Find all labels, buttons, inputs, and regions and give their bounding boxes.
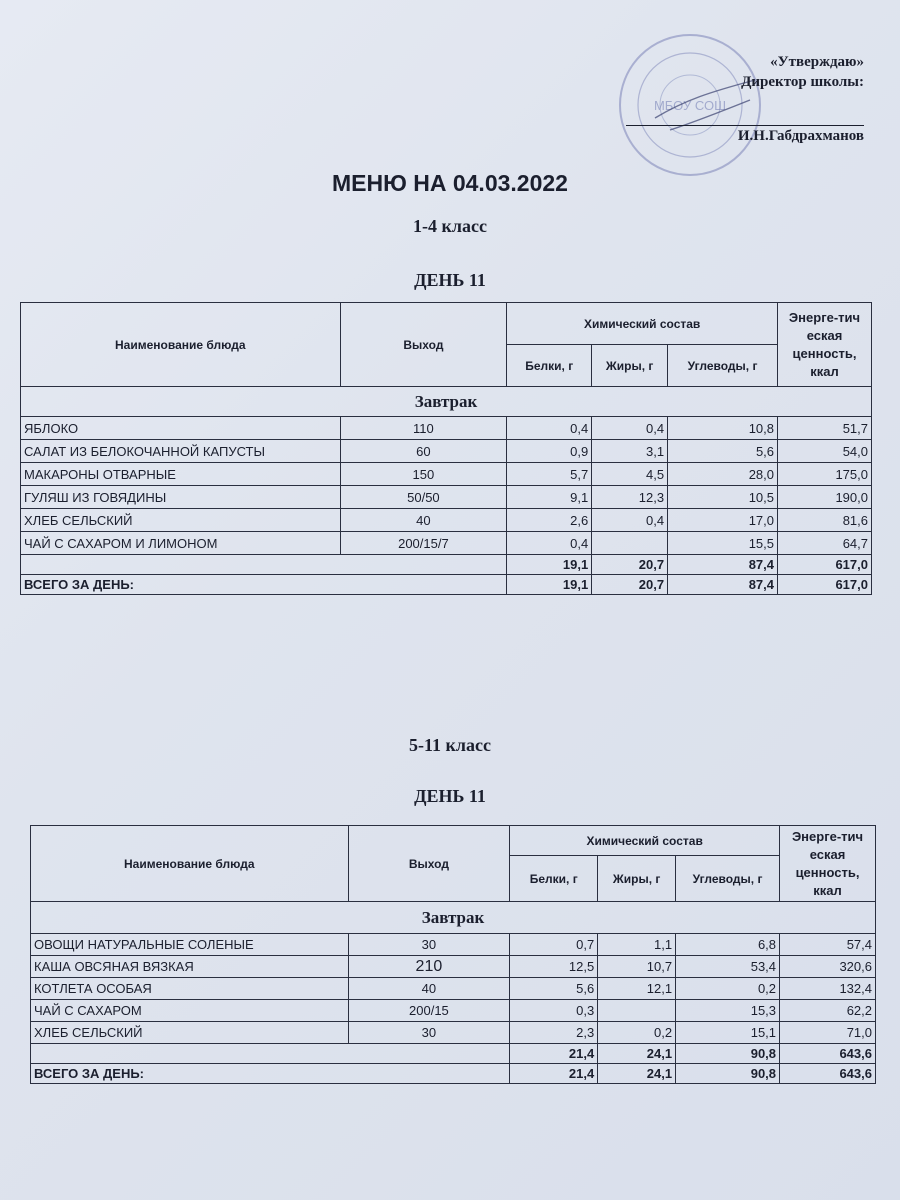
dish-fat: 1,1 xyxy=(598,934,676,956)
dish-fat: 10,7 xyxy=(598,956,676,978)
total-protein: 19,1 xyxy=(507,575,592,595)
dish-output: 110 xyxy=(340,417,507,440)
day-label-2: ДЕНЬ 11 xyxy=(414,786,486,806)
menu-table-2 xyxy=(30,825,876,1084)
dish-energy: 320,6 xyxy=(780,956,876,978)
dish-protein: 0,4 xyxy=(507,417,592,440)
header-energy: Энерге-тич еская ценность, ккал xyxy=(778,303,872,387)
dish-name: МАКАРОНЫ ОТВАРНЫЕ xyxy=(21,463,341,486)
dish-protein: 0,7 xyxy=(510,934,598,956)
total-label: ВСЕГО ЗА ДЕНЬ: xyxy=(21,575,507,595)
total-label: ВСЕГО ЗА ДЕНЬ: xyxy=(31,1064,510,1084)
dish-protein: 9,1 xyxy=(507,486,592,509)
header-fat: Жиры, г xyxy=(592,345,668,387)
table-row xyxy=(31,1000,876,1022)
total-protein: 21,4 xyxy=(510,1064,598,1084)
subtotal-row xyxy=(31,1044,876,1064)
dish-fat: 3,1 xyxy=(592,440,668,463)
dish-name: КОТЛЕТА ОСОБАЯ xyxy=(31,978,349,1000)
table-row xyxy=(31,956,876,978)
dish-name: ГУЛЯШ ИЗ ГОВЯДИНЫ xyxy=(21,486,341,509)
header-chemical: Химический состав xyxy=(510,826,780,856)
subtotal-fat: 24,1 xyxy=(598,1044,676,1064)
dish-fat: 4,5 xyxy=(592,463,668,486)
table-row xyxy=(21,532,872,555)
dish-output: 30 xyxy=(348,1022,510,1044)
dish-energy: 54,0 xyxy=(778,440,872,463)
subtotal-carbs: 90,8 xyxy=(676,1044,780,1064)
total-fat: 24,1 xyxy=(598,1064,676,1084)
header-protein: Белки, г xyxy=(510,856,598,902)
header-protein: Белки, г xyxy=(507,345,592,387)
dish-energy: 71,0 xyxy=(780,1022,876,1044)
approve-label: «Утверждаю» xyxy=(770,54,864,70)
header-energy: Энерге-тич еская ценность, ккал xyxy=(780,826,876,902)
header-name: Наименование блюда xyxy=(21,303,341,387)
dish-energy: 175,0 xyxy=(778,463,872,486)
dish-name: ЧАЙ С САХАРОМ xyxy=(31,1000,349,1022)
dish-energy: 51,7 xyxy=(778,417,872,440)
header-carbs: Углеводы, г xyxy=(676,856,780,902)
header-carbs: Углеводы, г xyxy=(668,345,778,387)
day-label-1: ДЕНЬ 11 xyxy=(414,270,486,290)
dish-carbs: 15,5 xyxy=(668,532,778,555)
dish-fat: 12,1 xyxy=(598,978,676,1000)
subtotal-fat: 20,7 xyxy=(592,555,668,575)
header-chemical: Химический состав xyxy=(507,303,778,345)
dish-name: КАША ОВСЯНАЯ ВЯЗКАЯ xyxy=(31,956,349,978)
dish-fat: 12,3 xyxy=(592,486,668,509)
signature-line xyxy=(626,125,864,126)
dish-carbs: 6,8 xyxy=(676,934,780,956)
dish-protein: 0,9 xyxy=(507,440,592,463)
table-row xyxy=(21,463,872,486)
dish-fat: 0,2 xyxy=(598,1022,676,1044)
dish-fat xyxy=(592,532,668,555)
table-row xyxy=(21,417,872,440)
total-carbs: 90,8 xyxy=(676,1064,780,1084)
dish-protein: 2,6 xyxy=(507,509,592,532)
total-row xyxy=(21,575,872,595)
dish-carbs: 5,6 xyxy=(668,440,778,463)
dish-name: ОВОЩИ НАТУРАЛЬНЫЕ СОЛЕНЫЕ xyxy=(31,934,349,956)
dish-protein: 0,4 xyxy=(507,532,592,555)
class-label-1: 1-4 класс xyxy=(413,216,487,236)
dish-fat: 0,4 xyxy=(592,417,668,440)
dish-output: 210 xyxy=(348,956,510,978)
subtotal-carbs: 87,4 xyxy=(668,555,778,575)
header-output: Выход xyxy=(348,826,510,902)
dish-output: 40 xyxy=(348,978,510,1000)
header-fat: Жиры, г xyxy=(598,856,676,902)
table-row xyxy=(21,486,872,509)
dish-output: 60 xyxy=(340,440,507,463)
section-breakfast: Завтрак xyxy=(21,387,872,417)
section-breakfast: Завтрак xyxy=(31,902,876,934)
stamp-text: МБОУ СОШ xyxy=(653,98,727,113)
dish-name: ЯБЛОКО xyxy=(21,417,341,440)
dish-name: ХЛЕБ СЕЛЬСКИЙ xyxy=(21,509,341,532)
subtotal-protein: 19,1 xyxy=(507,555,592,575)
dish-output: 200/15 xyxy=(348,1000,510,1022)
subtotal-protein: 21,4 xyxy=(510,1044,598,1064)
subtotal-energy: 617,0 xyxy=(778,555,872,575)
dish-energy: 190,0 xyxy=(778,486,872,509)
dish-carbs: 53,4 xyxy=(676,956,780,978)
class-label-2: 5-11 класс xyxy=(409,735,491,755)
dish-protein: 5,6 xyxy=(510,978,598,1000)
signer-name: И.Н.Габдрахманов xyxy=(737,128,864,144)
dish-energy: 81,6 xyxy=(778,509,872,532)
dish-fat xyxy=(598,1000,676,1022)
dish-carbs: 10,5 xyxy=(668,486,778,509)
dish-carbs: 17,0 xyxy=(668,509,778,532)
dish-protein: 5,7 xyxy=(507,463,592,486)
director-label: Директор школы: xyxy=(741,74,864,90)
total-row xyxy=(31,1064,876,1084)
total-carbs: 87,4 xyxy=(668,575,778,595)
table-row xyxy=(21,440,872,463)
total-fat: 20,7 xyxy=(592,575,668,595)
subtotal-energy: 643,6 xyxy=(780,1044,876,1064)
dish-energy: 62,2 xyxy=(780,1000,876,1022)
dish-fat: 0,4 xyxy=(592,509,668,532)
subtotal-row xyxy=(21,555,872,575)
total-energy: 617,0 xyxy=(778,575,872,595)
table-row xyxy=(31,934,876,956)
menu-title: МЕНЮ НА 04.03.2022 xyxy=(332,170,568,196)
dish-carbs: 28,0 xyxy=(668,463,778,486)
approval-block xyxy=(738,52,864,146)
table-row xyxy=(31,1022,876,1044)
dish-output: 40 xyxy=(340,509,507,532)
dish-output: 200/15/7 xyxy=(340,532,507,555)
dish-name: ЧАЙ С САХАРОМ И ЛИМОНОМ xyxy=(21,532,341,555)
dish-energy: 132,4 xyxy=(780,978,876,1000)
total-energy: 643,6 xyxy=(780,1064,876,1084)
dish-output: 150 xyxy=(340,463,507,486)
dish-carbs: 0,2 xyxy=(676,978,780,1000)
menu-table-1 xyxy=(20,302,872,595)
dish-energy: 64,7 xyxy=(778,532,872,555)
table-row xyxy=(21,509,872,532)
dish-name: САЛАТ ИЗ БЕЛОКОЧАННОЙ КАПУСТЫ xyxy=(21,440,341,463)
dish-output: 30 xyxy=(348,934,510,956)
dish-protein: 0,3 xyxy=(510,1000,598,1022)
header-output: Выход xyxy=(340,303,507,387)
dish-protein: 12,5 xyxy=(510,956,598,978)
dish-energy: 57,4 xyxy=(780,934,876,956)
dish-output: 50/50 xyxy=(340,486,507,509)
dish-carbs: 15,1 xyxy=(676,1022,780,1044)
dish-carbs: 10,8 xyxy=(668,417,778,440)
dish-carbs: 15,3 xyxy=(676,1000,780,1022)
dish-name: ХЛЕБ СЕЛЬСКИЙ xyxy=(31,1022,349,1044)
table-row xyxy=(31,978,876,1000)
dish-protein: 2,3 xyxy=(510,1022,598,1044)
header-name: Наименование блюда xyxy=(31,826,349,902)
